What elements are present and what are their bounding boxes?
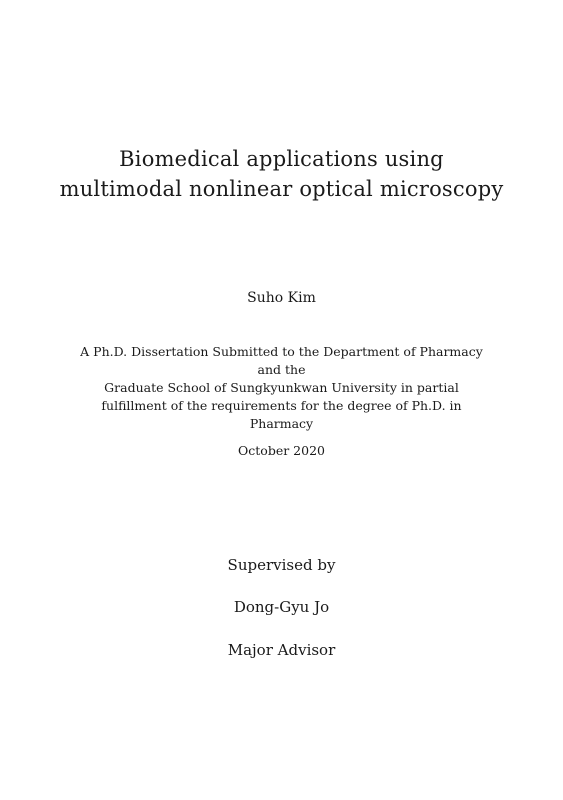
statement-line-1: A Ph.D. Dissertation Submitted to the Department of Pharmacy and the (80, 344, 483, 377)
author-name: Suho Kim (247, 290, 316, 306)
submission-date: October 2020 (238, 443, 325, 458)
advisor-name: Dong-Gyu Jo (233, 598, 330, 616)
supervised-by-label: Supervised by (227, 556, 336, 574)
title-line-1: Biomedical applications using (119, 147, 444, 171)
statement-line-4: Pharmacy (249, 416, 314, 431)
dissertation-title (0, 144, 563, 204)
title-line-2: multimodal nonlinear optical microscopy (59, 177, 504, 201)
submission-statement (76, 343, 487, 433)
statement-line-3: fulfillment of the requirements for the degree of Ph.D. in (101, 398, 462, 413)
advisor-role: Major Advisor (227, 641, 336, 659)
statement-line-2: Graduate School of Sungkyunkwan University in partial (104, 380, 459, 395)
